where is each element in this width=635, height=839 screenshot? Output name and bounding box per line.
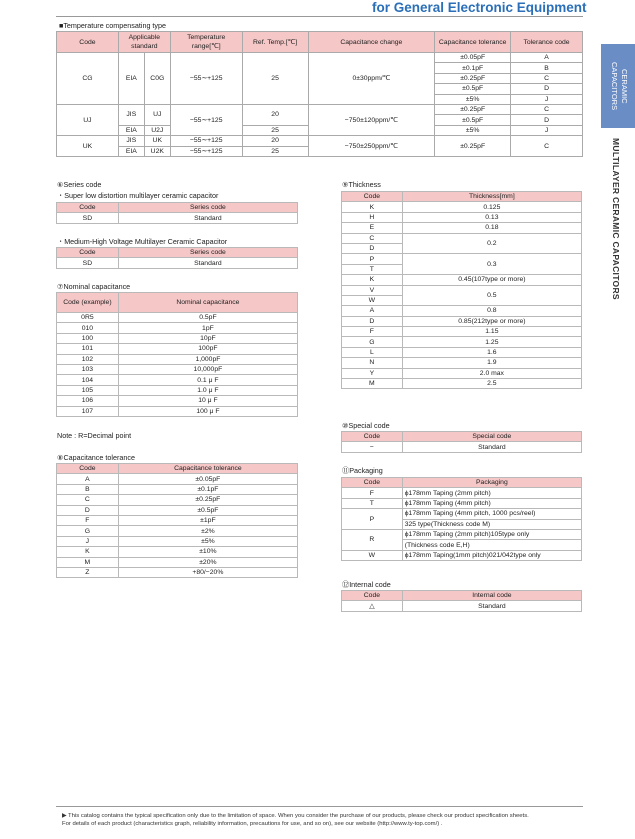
- tolerance-code: F: [57, 515, 119, 525]
- nominal-header-code: Code (example): [57, 293, 119, 313]
- series-table-1: [56, 202, 298, 224]
- thickness-value: 0.18: [402, 223, 581, 233]
- uj-tol: ±5%: [435, 125, 511, 135]
- uj-ref: 20: [242, 104, 308, 125]
- thickness-code: G: [342, 337, 403, 347]
- temp-comp-table: [56, 31, 583, 157]
- nominal-table: [56, 292, 298, 417]
- footer-divider: [56, 806, 583, 807]
- internal-header-code: Code: [342, 591, 403, 601]
- special-title: ⑩Special code: [342, 421, 390, 430]
- nominal-code: 100: [57, 333, 119, 343]
- uk-sub-2: U2K: [144, 146, 170, 156]
- header-divider: [56, 16, 583, 17]
- uk-standard-2: EIA: [118, 146, 144, 156]
- nominal-code: 102: [57, 354, 119, 364]
- tolerance-value: ±20%: [118, 557, 297, 567]
- thickness-value: 0.3: [402, 254, 581, 275]
- internal-title: ⑫Internal code: [342, 580, 391, 589]
- packaging-value: ϕ178mm Taping (2mm pitch): [402, 488, 581, 498]
- packaging-code: W: [342, 550, 403, 560]
- series-header-name: Series code: [118, 248, 297, 258]
- tolerance-code: D: [57, 505, 119, 515]
- internal-code: △: [342, 601, 403, 611]
- nominal-value: 100 μ F: [118, 406, 297, 416]
- cg-range: −55∼+125: [170, 53, 242, 105]
- tolerance-code: K: [57, 547, 119, 557]
- series-title: ⑥Series code: [57, 180, 102, 189]
- col-header-standard: Applicable standard: [118, 32, 170, 53]
- thickness-value: 0.2: [402, 233, 581, 254]
- thickness-value: 1.9: [402, 358, 581, 368]
- cg-tol: ±0.1pF: [435, 63, 511, 73]
- thickness-code: E: [342, 223, 403, 233]
- series-table-2: [56, 247, 298, 269]
- nominal-code: 104: [57, 375, 119, 385]
- uj-sub: UJ: [144, 104, 170, 125]
- uk-ref-2: 25: [242, 146, 308, 156]
- thickness-title: ⑨Thickness: [342, 180, 381, 189]
- series-code: SD: [57, 213, 119, 223]
- thickness-value: 0.8: [402, 306, 581, 316]
- thickness-code: A: [342, 306, 403, 316]
- thickness-value: 0.5: [402, 285, 581, 306]
- packaging-value: ϕ178mm Taping (2mm pitch)105type only: [402, 529, 581, 539]
- side-category-tab-label: CERAMIC CAPACITORS: [610, 61, 629, 111]
- col-header-cap-change: Capacitance change: [308, 32, 435, 53]
- thickness-value: 0.45(107type or more): [402, 275, 581, 285]
- thickness-code: D: [342, 316, 403, 326]
- uk-ref: 20: [242, 136, 308, 146]
- tolerance-value: ±2%: [118, 526, 297, 536]
- packaging-table: [341, 477, 582, 561]
- uk-sub: UK: [144, 136, 170, 146]
- thickness-code: W: [342, 295, 403, 305]
- special-code: −: [342, 442, 403, 452]
- packaging-code: F: [342, 488, 403, 498]
- nominal-value: 10,000pF: [118, 364, 297, 374]
- tolerance-code: J: [57, 536, 119, 546]
- uk-code: UK: [57, 136, 119, 157]
- internal-header-value: Internal code: [402, 591, 581, 601]
- uj-sub-2: U2J: [144, 125, 170, 135]
- col-header-tol-code: Tolerance code: [511, 32, 583, 53]
- special-header-value: Special code: [402, 432, 581, 442]
- thickness-code: L: [342, 347, 403, 357]
- tolerance-code: A: [57, 474, 119, 484]
- thickness-code: C: [342, 233, 403, 243]
- tolerance-header-code: Code: [57, 464, 119, 474]
- tolerance-value: ±5%: [118, 536, 297, 546]
- packaging-value: ϕ178mm Taping (4mm pitch, 1000 pcs/reel): [402, 509, 581, 519]
- thickness-code: F: [342, 327, 403, 337]
- packaging-value-cont: 325 type(Thickness code M): [402, 519, 581, 529]
- thickness-header-code: Code: [342, 192, 403, 202]
- packaging-header-value: Packaging: [402, 478, 581, 488]
- nominal-value: 10 μ F: [118, 396, 297, 406]
- tolerance-value: ±0.1pF: [118, 484, 297, 494]
- packaging-value: ϕ178mm Taping(1mm pitch)021/042type only: [402, 550, 581, 560]
- internal-value: Standard: [402, 601, 581, 611]
- nominal-value: 10pF: [118, 333, 297, 343]
- tolerance-value: ±0.25pF: [118, 495, 297, 505]
- thickness-value: 0.125: [402, 202, 581, 212]
- cg-change: 0±30ppm/℃: [308, 53, 435, 105]
- side-vertical-label: MULTILAYER CERAMIC CAPACITORS: [611, 138, 621, 300]
- nominal-code: 107: [57, 406, 119, 416]
- thickness-value: 0.13: [402, 212, 581, 222]
- uj-tol-code: J: [511, 125, 583, 135]
- nominal-title: ⑦Nominal capacitance: [57, 282, 131, 291]
- tolerance-header-value: Capacitance tolerance: [118, 464, 297, 474]
- nominal-value: 0.1 μ F: [118, 375, 297, 385]
- uj-change: −750±120ppm/℃: [308, 104, 435, 135]
- nominal-code: 105: [57, 385, 119, 395]
- series-value: Standard: [118, 258, 297, 268]
- cg-tol-code: A: [511, 53, 583, 63]
- packaging-code: P: [342, 509, 403, 530]
- series-sub2: ・Medium-High Voltage Multilayer Ceramic Capacitor: [57, 237, 228, 246]
- nominal-value: 100pF: [118, 344, 297, 354]
- tolerance-value: ±0.05pF: [118, 474, 297, 484]
- nominal-code: 010: [57, 323, 119, 333]
- packaging-title: ⑪Packaging: [342, 466, 383, 475]
- cg-tol-code: D: [511, 84, 583, 94]
- cg-ref: 25: [242, 53, 308, 105]
- tolerance-table: [56, 463, 298, 578]
- footer-note: [62, 812, 582, 828]
- series-code: SD: [57, 258, 119, 268]
- cg-tol: ±0.05pF: [435, 53, 511, 63]
- thickness-code: D: [342, 243, 403, 253]
- uk-range: −55∼+125: [170, 136, 242, 146]
- thickness-code: P: [342, 254, 403, 264]
- thickness-code: T: [342, 264, 403, 274]
- tolerance-value: ±1pF: [118, 515, 297, 525]
- cg-standard: EIA: [118, 53, 144, 105]
- uj-range: −55∼+125: [170, 104, 242, 135]
- uk-standard: JIS: [118, 136, 144, 146]
- uj-tol-code: D: [511, 115, 583, 125]
- thickness-code: V: [342, 285, 403, 295]
- tolerance-code: Z: [57, 567, 119, 577]
- uj-standard: JIS: [118, 104, 144, 125]
- packaging-code: T: [342, 498, 403, 508]
- uj-standard-2: EIA: [118, 125, 144, 135]
- thickness-header-value: Thickness[mm]: [402, 192, 581, 202]
- cg-tol-code: C: [511, 73, 583, 83]
- page-header-title: for General Electronic Equipment: [372, 0, 587, 15]
- thickness-value: 1.6: [402, 347, 581, 357]
- packaging-header-code: Code: [342, 478, 403, 488]
- thickness-code: M: [342, 379, 403, 389]
- cg-tol-code: B: [511, 63, 583, 73]
- tolerance-code: G: [57, 526, 119, 536]
- tolerance-code: C: [57, 495, 119, 505]
- uk-range-2: −55∼+125: [170, 146, 242, 156]
- uk-tol-code: C: [511, 136, 583, 157]
- col-header-ref-temp: Ref. Temp.[℃]: [242, 32, 308, 53]
- cg-tol: ±0.5pF: [435, 84, 511, 94]
- series-header-name: Series code: [118, 203, 297, 213]
- cg-sub: C0G: [144, 53, 170, 105]
- cg-tol-code: J: [511, 94, 583, 104]
- nominal-value: 1pF: [118, 323, 297, 333]
- thickness-value: 2.0 max: [402, 368, 581, 378]
- tolerance-value: +80/−20%: [118, 567, 297, 577]
- thickness-code: Y: [342, 368, 403, 378]
- footer-line-2: For details of each product (characteristics graph, reliability information, precautions for use, and so on), see our website (http://www.ty-top.com/) .: [62, 821, 443, 828]
- thickness-code: K: [342, 275, 403, 285]
- uj-ref-2: 25: [242, 125, 308, 135]
- cg-code: CG: [57, 53, 119, 105]
- tolerance-value: ±10%: [118, 547, 297, 557]
- uj-code: UJ: [57, 104, 119, 135]
- nominal-code: 0R5: [57, 313, 119, 323]
- thickness-value: 1.15: [402, 327, 581, 337]
- uk-tol: ±0.25pF: [435, 136, 511, 157]
- col-header-cap-tolerance: Capacitance tolerance: [435, 32, 511, 53]
- temp-comp-title: ■Temperature compensating type: [59, 21, 167, 30]
- uj-tol: ±0.5pF: [435, 115, 511, 125]
- nominal-code: 103: [57, 364, 119, 374]
- tolerance-title: ⑧Capacitance tolerance: [57, 453, 135, 462]
- cg-tol: ±0.25pF: [435, 73, 511, 83]
- uj-tol: ±0.25pF: [435, 104, 511, 114]
- nominal-value: 0.5pF: [118, 313, 297, 323]
- special-table: [341, 431, 582, 453]
- thickness-table: [341, 191, 582, 389]
- col-header-code: Code: [57, 32, 119, 53]
- cg-tol: ±5%: [435, 94, 511, 104]
- nominal-note: Note : R=Decimal point: [57, 431, 132, 440]
- series-header-code: Code: [57, 248, 119, 258]
- series-header-code: Code: [57, 203, 119, 213]
- uk-change: −750±250ppm/℃: [308, 136, 435, 157]
- tolerance-code: M: [57, 557, 119, 567]
- thickness-code: N: [342, 358, 403, 368]
- special-header-code: Code: [342, 432, 403, 442]
- thickness-value: 2.5: [402, 379, 581, 389]
- nominal-value: 1.0 μ F: [118, 385, 297, 395]
- packaging-code: R: [342, 529, 403, 550]
- packaging-value-cont: (Thickness code E,H): [402, 540, 581, 550]
- series-value: Standard: [118, 213, 297, 223]
- tolerance-value: ±0.5pF: [118, 505, 297, 515]
- uj-tol-code: C: [511, 104, 583, 114]
- packaging-value: ϕ178mm Taping (4mm pitch): [402, 498, 581, 508]
- tolerance-code: B: [57, 484, 119, 494]
- footer-line-1: ▶ This catalog contains the typical specification only due to the limitation of space. When you consider the purchase of our products, please check our product specification sheets.: [62, 813, 529, 819]
- nominal-header-value: Nominal capacitance: [118, 293, 297, 313]
- special-value: Standard: [402, 442, 581, 452]
- nominal-value: 1,000pF: [118, 354, 297, 364]
- series-sub1: ・Super low distortion multilayer ceramic capacitor: [57, 191, 219, 200]
- thickness-code: K: [342, 202, 403, 212]
- thickness-code: H: [342, 212, 403, 222]
- nominal-code: 101: [57, 344, 119, 354]
- nominal-code: 106: [57, 396, 119, 406]
- thickness-value: 1.25: [402, 337, 581, 347]
- internal-table: [341, 590, 582, 612]
- col-header-temp-range: Temperature range[℃]: [170, 32, 242, 53]
- thickness-value: 0.85(212type or more): [402, 316, 581, 326]
